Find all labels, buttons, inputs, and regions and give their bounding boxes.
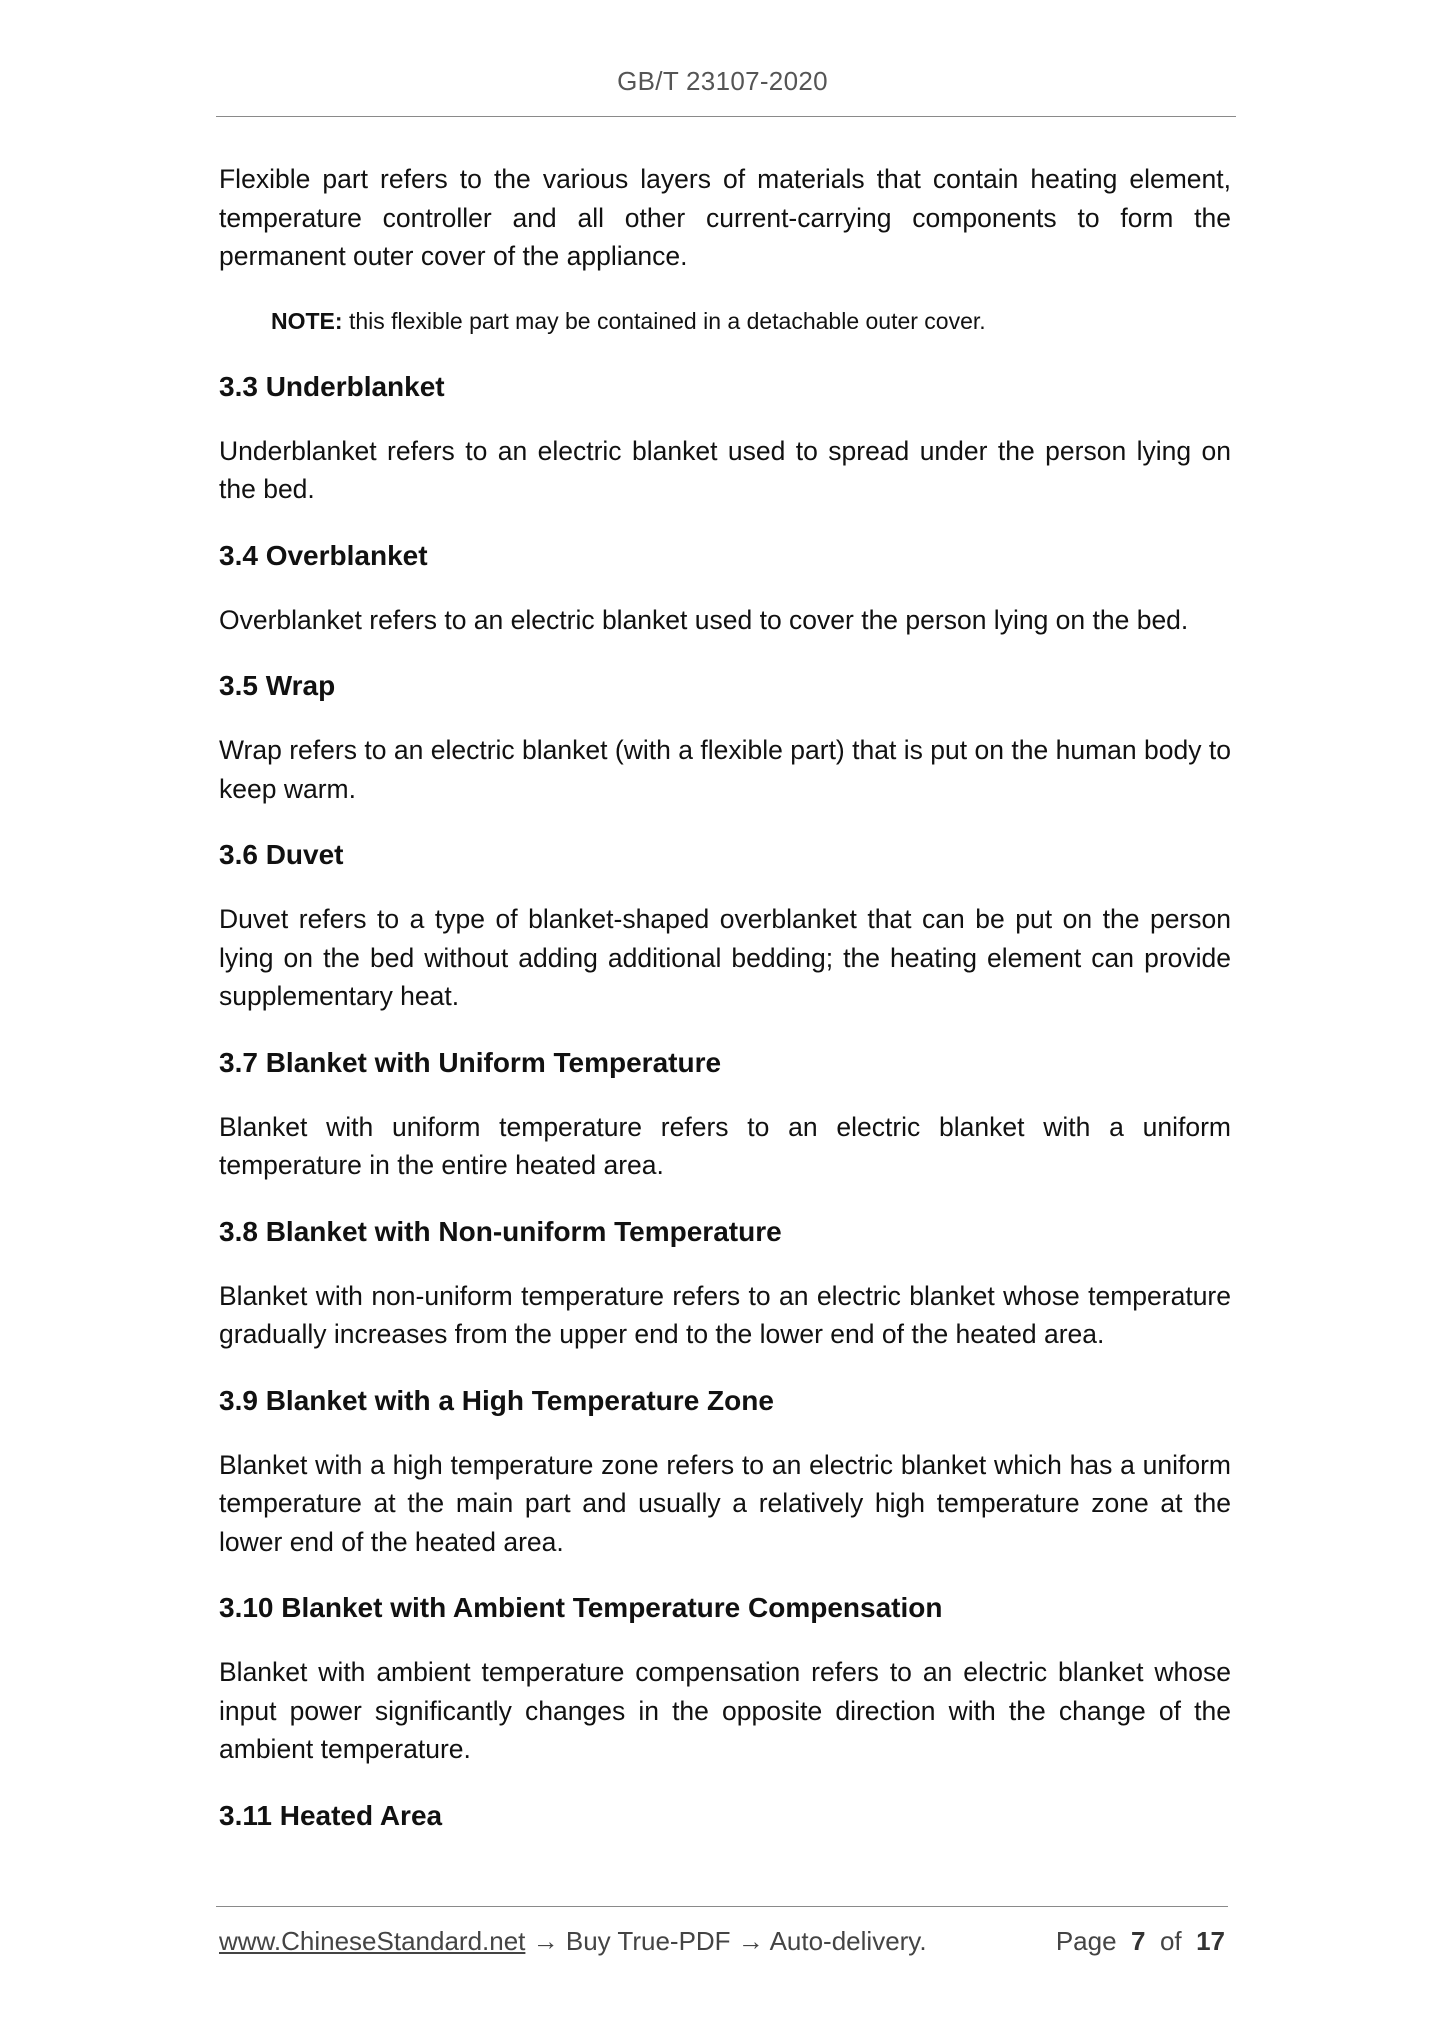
note-text: this flexible part may be contained in a detachable outer cover. — [342, 307, 986, 334]
page-number: 7 — [1131, 1926, 1146, 1956]
section-heading-3-9: 3.9 Blanket with a High Temperature Zone — [219, 1384, 774, 1416]
intro-paragraph: Flexible part refers to the various layers of materials that contain heating element, temperature controller and all other current-carrying components to form the permanent outer cover of the appliance. — [219, 164, 1231, 271]
page-content — [219, 160, 1231, 1861]
footer-promo-text: → Buy True-PDF → Auto-delivery. — [525, 1926, 927, 1956]
section-heading-3-11: 3.11 Heated Area — [219, 1799, 443, 1831]
section-heading-3-3: 3.3 Underblanket — [219, 370, 445, 402]
note — [271, 304, 1231, 338]
page-indicator — [1056, 1926, 1225, 1957]
section-body-3-6: Duvet refers to a type of blanket-shaped overblanket that can be put on the person lying on the bed without adding additional bedding; the heating element can provide supplementary heat. — [219, 904, 1231, 1011]
of-label: of — [1159, 1926, 1182, 1956]
page-total: 17 — [1196, 1926, 1225, 1956]
section-heading-3-10: 3.10 Blanket with Ambient Temperature Compensation — [219, 1592, 943, 1623]
page-label: Page — [1055, 1926, 1117, 1956]
section-body-3-10: Blanket with ambient temperature compensation refers to an electric blanket whose input power significantly changes in the opposite direction with the change of the ambient temperature. — [219, 1657, 1231, 1764]
section-body-3-7: Blanket with uniform temperature refers to an electric blanket with a uniform temperature in the entire heated area. — [219, 1111, 1231, 1180]
section-heading-3-4: 3.4 Overblanket — [219, 539, 428, 571]
section-body-3-9: Blanket with a high temperature zone refers to an electric blanket which has a uniform temperature at the main part and usually a relatively high temperature zone at the lower end of the heated area. — [219, 1449, 1231, 1557]
section-body-3-4: Overblanket refers to an electric blanket used to cover the person lying on the bed. — [219, 604, 1189, 635]
section-heading-3-5: 3.5 Wrap — [219, 670, 336, 701]
header-divider — [216, 116, 1236, 117]
section-heading-3-7: 3.7 Blanket with Uniform Temperature — [219, 1046, 722, 1078]
section-body-3-3: Underblanket refers to an electric blanket used to spread under the person lying on the bed. — [219, 435, 1231, 504]
section-heading-3-8: 3.8 Blanket with Non-uniform Temperature — [219, 1215, 782, 1247]
footer-divider — [216, 1906, 1228, 1907]
header-standard-code: GB/T 23107-2020 — [617, 66, 828, 96]
site-link[interactable]: www.ChineseStandard.net — [219, 1926, 526, 1956]
section-heading-3-6: 3.6 Duvet — [219, 839, 344, 870]
note-label: NOTE: — [271, 307, 343, 334]
section-body-3-8: Blanket with non-uniform temperature refers to an electric blanket whose temperature gradually increases from the upper end to the lower end of the heated area. — [219, 1280, 1231, 1349]
footer-promo — [219, 1926, 927, 1957]
section-body-3-5: Wrap refers to an electric blanket (with a flexible part) that is put on the human body to keep warm. — [219, 735, 1231, 804]
